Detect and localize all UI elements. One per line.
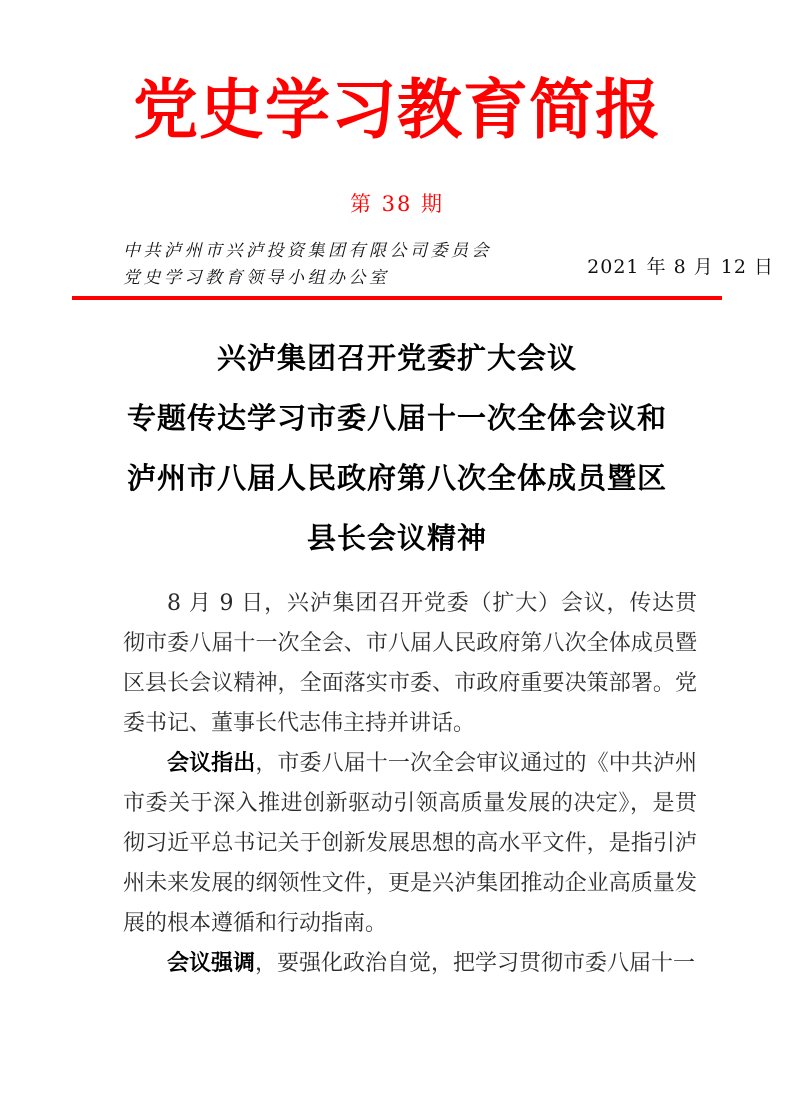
article-heading (0, 328, 794, 568)
org-name-line-2: 党史学习教育领导小组办公室 (123, 268, 390, 288)
paragraph-2 (123, 744, 697, 944)
paragraph-3 (123, 944, 697, 984)
paragraph-3-text: ，要强化政治自觉，把学习贯彻市委八届十一 (255, 951, 696, 976)
heading-line-1: 兴泸集团召开党委扩大会议 (216, 341, 577, 375)
heading-line-3: 泸州市八届人民政府第八次全体成员暨区 (126, 461, 667, 495)
paragraph-3-lead: 会议强调 (167, 951, 256, 976)
paragraph-2-lead: 会议指出 (167, 751, 256, 776)
paragraph-1-text: 8 月 9 日，兴泸集团召开党委（扩大）会议，传达贯彻市委八届十一次全会、市八届人民政府第八次全体成员暨区县长会议精神，全面落实市委、市政府重要决策部署。党委书记、董事长代志伟主持并讲话。 (123, 591, 697, 736)
divider-line (72, 296, 722, 300)
masthead-title: 党史学习教育简报 (132, 72, 661, 148)
issuing-org (123, 238, 492, 292)
heading-line-4: 县长会议精神 (306, 521, 487, 555)
paragraph-1 (123, 584, 697, 744)
paragraph-2-text: ，市委八届十一次全会审议通过的《中共泸州市委关于深入推进创新驱动引领高质量发展的决定》，是贯彻习近平总书记关于创新发展思想的高水平文件，是指引泸州未来发展的纲领性文件，更是兴泸集团推动企业高质量发展的根本遵循和行动指南。 (123, 751, 697, 936)
issue-number: 第 38 期 (349, 192, 445, 216)
org-name-line-1: 中共泸州市兴泸投资集团有限公司委员会 (123, 241, 492, 261)
issue-date: 2021 年 8 月 12 日 (587, 255, 774, 278)
article-body (0, 584, 794, 984)
masthead-info-row (0, 238, 794, 292)
heading-line-2: 专题传达学习市委八届十一次全体会议和 (126, 401, 667, 435)
